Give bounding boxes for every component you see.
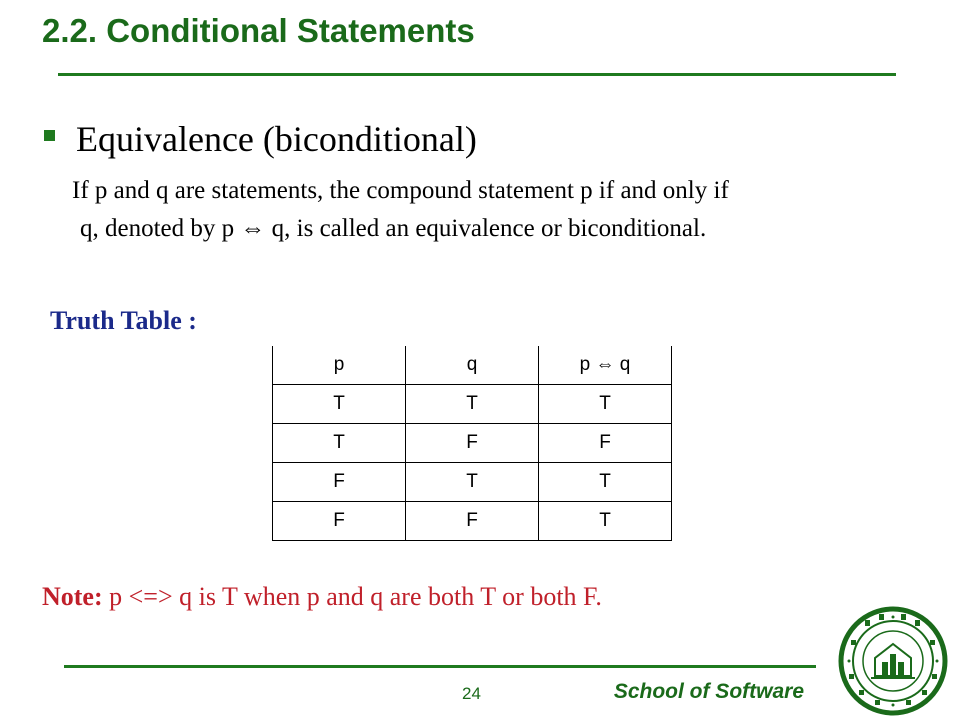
table-cell: T [406, 463, 539, 502]
footer-divider [64, 665, 816, 668]
note-label: Note: [42, 582, 103, 611]
truth-table-label: Truth Table : [50, 306, 197, 335]
definition-line-2: q, denoted by p ⇔ q, is called an equivalence or biconditional. [80, 215, 707, 242]
page-number: 24 [462, 684, 481, 703]
table-cell: T [406, 385, 539, 424]
table-cell: T [539, 502, 672, 541]
table-cell: F [539, 424, 672, 463]
square-bullet-icon [44, 130, 55, 141]
footer-school-name: School of Software [613, 680, 804, 703]
definition-paragraph [72, 172, 932, 248]
table-cell: T [539, 385, 672, 424]
header-cell: p [273, 346, 406, 385]
table-row [273, 463, 672, 502]
table-cell: F [406, 502, 539, 541]
slide-title: 2.2. Conditional Statements [42, 12, 475, 49]
table-cell: F [273, 502, 406, 541]
university-seal-logo-icon [835, 606, 951, 716]
section-heading: Equivalence (biconditional) [76, 119, 477, 159]
table-cell: F [406, 424, 539, 463]
table-cell: T [539, 463, 672, 502]
table-cell: F [273, 463, 406, 502]
table-row [273, 502, 672, 541]
table-cell: T [273, 424, 406, 463]
note-body: p <=> q is T when p and q are both T or both F. [102, 582, 602, 611]
header-cell: q [406, 346, 539, 385]
truth-table [272, 346, 672, 541]
note-text [42, 582, 602, 612]
truth-table-header-row [273, 346, 672, 385]
title-divider [58, 73, 896, 76]
table-cell: T [273, 385, 406, 424]
table-row [273, 385, 672, 424]
header-cell: p ⇔ q [539, 346, 672, 385]
definition-line-1: If p and q are statements, the compound statement p if and only if [72, 177, 729, 204]
table-row [273, 424, 672, 463]
